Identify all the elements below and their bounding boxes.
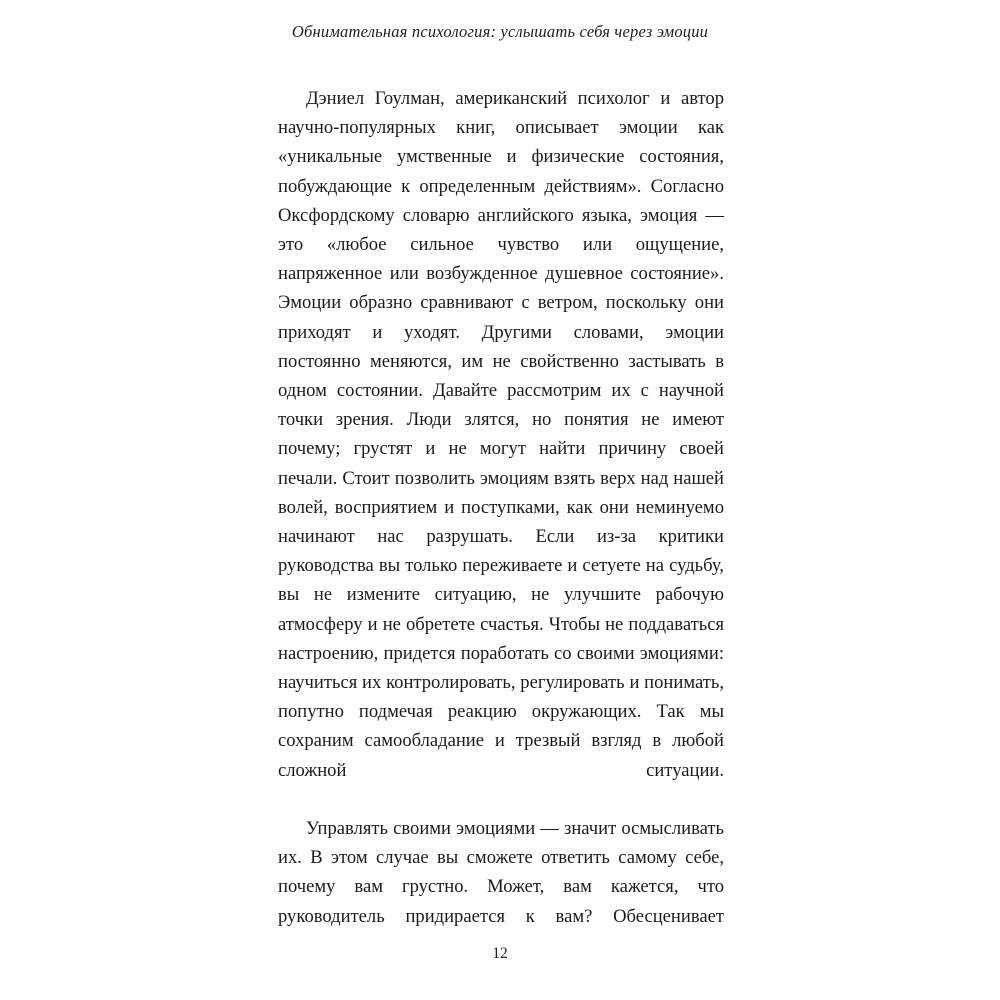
body-paragraph: Дэниел Гоулман, американский психолог и автор научно-популярных книг, описывает эмоции как «уникальные умственные и физические состояния, побуждающие к определенным действиям». Согласно Оксфордскому словарю английского языка, эмоция — это «любое сильное чувство или ощущение, напряженное или возбужденное душевное состояние». Эмоции образно сравнивают с ветром, поскольку они приходят и уходят. Другими словами, эмоции постоянно меняются, им не свойственно застывать в одном состоянии. Давайте рассмотрим их с научной точки зрения. Люди злятся, но понятия не имеют почему; грустят и не могут найти причину своей печали. Стоит позволить эмоциям взять верх над нашей волей, восприятием и поступками, как они неминуемо начинают нас разрушать. Если из-за критики руководства вы только переживаете и сетуете на судьбу, вы не измените ситуацию, не улучшите рабочую атмосферу и не обретете счастья. Чтобы не поддаваться настроению, придется поработать со своими эмоциями: научиться их контролировать, регулировать и понимать, попутно подмечая реакцию окружающих. Так мы сохраним самообладание и трезвый взгляд в любой сложной ситуации. — [278, 88, 724, 781]
body-text-block — [278, 84, 724, 960]
running-header-title: Обнимательная психология: услышать себя через эмоции — [291, 22, 709, 41]
body-paragraph: Управлять своими эмоциями — значит осмысливать их. В этом случае вы сможете ответить самому себе, почему вам грустно. Может, вам кажется, что руководитель придирается к вам? Обесценивает — [278, 818, 724, 927]
page-number: 12 — [492, 945, 508, 962]
